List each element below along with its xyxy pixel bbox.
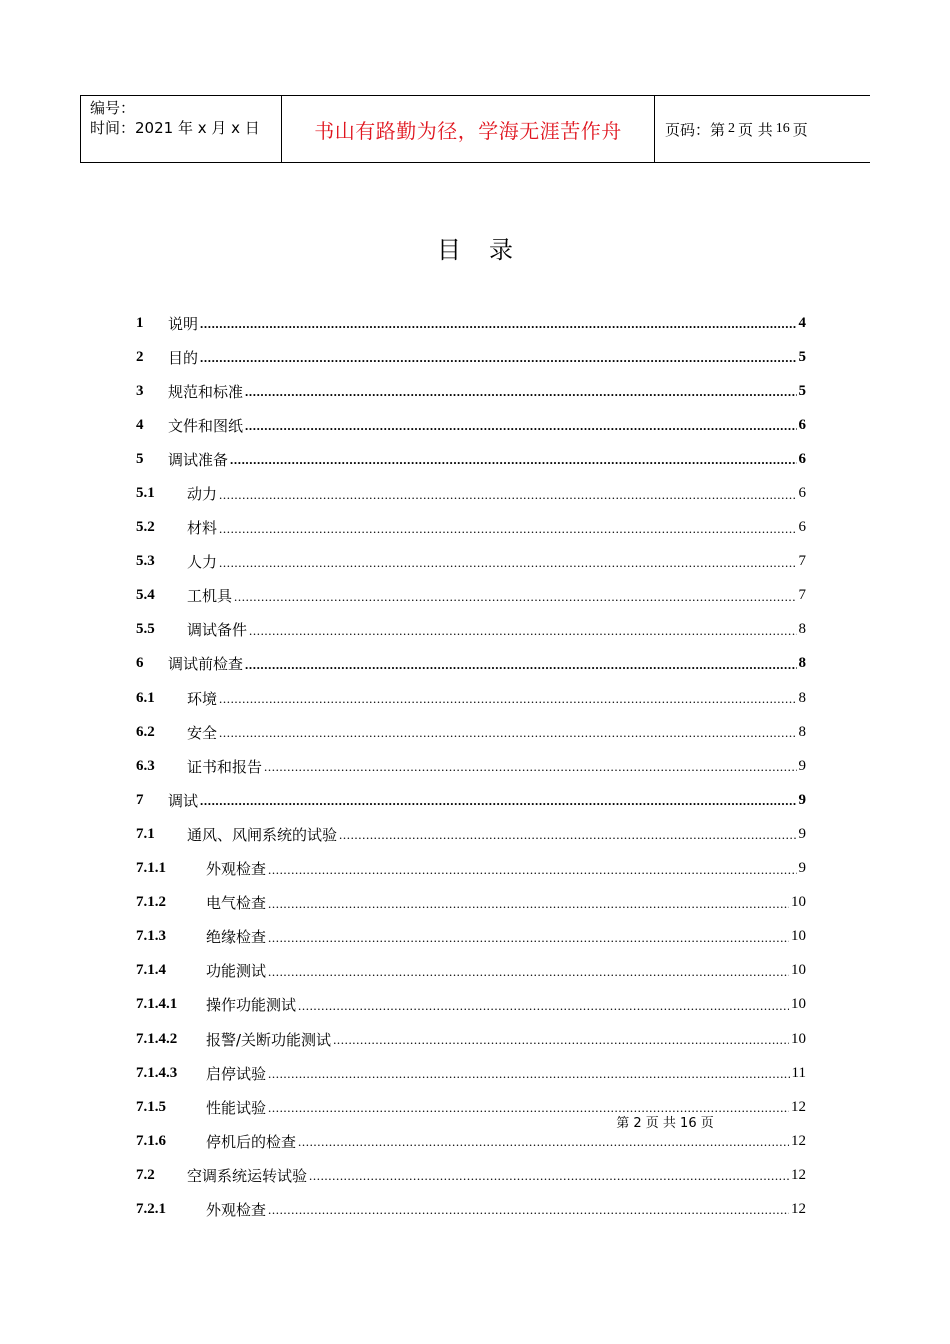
toc-entry-label: 启停试验: [206, 1064, 267, 1083]
toc-dot-leader: [298, 998, 789, 1014]
toc-dot-leader: [219, 521, 796, 537]
toc-entry-number: 7.2: [136, 1166, 155, 1183]
toc-entry-number: 7.1.5: [136, 1098, 166, 1115]
toc-entry-label: 说明: [168, 314, 199, 333]
page-current: 2: [728, 121, 736, 136]
toc-dot-leader: [268, 1202, 789, 1218]
toc-entry-number: 1: [136, 314, 144, 331]
toc-dot-leader: [234, 589, 796, 605]
toc-entry-page: 7: [798, 587, 806, 604]
toc-entry-label: 外观检查: [206, 1200, 267, 1219]
toc-entry-page: 12: [791, 1132, 806, 1149]
toc-entry-page: 9: [798, 825, 806, 842]
toc-entry-page: 10: [791, 894, 806, 911]
toc-entry[interactable]: [136, 715, 806, 749]
toc-dot-leader: [200, 793, 796, 809]
toc-entry-page: 10: [791, 928, 806, 945]
toc-entry-page: 12: [791, 1166, 806, 1183]
toc-entry[interactable]: [136, 613, 806, 647]
toc-entry-number: 5.2: [136, 519, 155, 536]
toc-entry-number: 4: [136, 416, 144, 433]
toc-entry-label: 功能测试: [206, 962, 267, 981]
toc-entry-label: 规范和标准: [168, 382, 244, 401]
toc-entry-number: 7.1: [136, 825, 155, 842]
toc-entry-label: 人力: [187, 553, 218, 572]
toc-entry[interactable]: [136, 340, 806, 374]
footer-page-number: 第 2 页 共 16 页: [616, 1116, 714, 1131]
toc-entry-number: 7: [136, 791, 144, 808]
toc-entry-label: 目的: [168, 348, 199, 367]
toc-entry-number: 6.1: [136, 689, 155, 706]
page-mid: 页 共: [738, 120, 773, 139]
toc-entry-label: 工机具: [187, 587, 233, 606]
toc-entry-page: 8: [798, 621, 806, 638]
toc-entry[interactable]: [136, 374, 806, 408]
toc-entry-number: 5: [136, 450, 144, 467]
toc-entry-page: 9: [798, 860, 806, 877]
toc-entry-label: 外观检查: [206, 860, 267, 879]
toc-entry-number: 5.4: [136, 587, 155, 604]
toc-dot-leader: [268, 896, 789, 912]
toc-entry-number: 7.1.4.3: [136, 1064, 178, 1081]
toc-entry-page: 4: [798, 314, 806, 331]
toc-entry-label: 证书和报告: [187, 757, 263, 776]
toc-entry-number: 3: [136, 382, 144, 399]
header-motto-cell: [282, 96, 655, 162]
toc-entry[interactable]: [136, 442, 806, 476]
document-time-label: 时间：2021 年 x 月 x 日: [90, 119, 260, 137]
toc-entry-label: 文件和图纸: [168, 416, 244, 435]
toc-entry[interactable]: [136, 749, 806, 783]
toc-dot-leader: [230, 452, 796, 468]
toc-dot-leader: [298, 1134, 789, 1150]
toc-entry-number: 5.3: [136, 553, 155, 570]
toc-entry-page: 12: [791, 1200, 806, 1217]
toc-dot-leader: [309, 1168, 789, 1184]
toc-entry-label: 绝缘检查: [206, 928, 267, 947]
toc-entry-label: 电气检查: [206, 894, 267, 913]
toc-dot-leader: [200, 350, 796, 366]
toc-entry-label: 动力: [187, 485, 218, 504]
toc-entry[interactable]: [136, 647, 806, 681]
toc-entry[interactable]: [136, 852, 806, 886]
toc-entry-label: 环境: [187, 689, 218, 708]
toc-entry-number: 5.5: [136, 621, 155, 638]
toc-entry-page: 8: [798, 689, 806, 706]
toc-entry-page: 7: [798, 553, 806, 570]
toc-entry[interactable]: [136, 1192, 806, 1226]
page-total: 16: [775, 121, 790, 136]
toc-entry[interactable]: [136, 886, 806, 920]
toc-entry-label: 操作功能测试: [206, 996, 297, 1015]
toc-entry-label: 安全: [187, 723, 218, 742]
toc-entry-page: 6: [798, 485, 806, 502]
toc-entry[interactable]: [136, 817, 806, 851]
toc-dot-leader: [339, 827, 796, 843]
header-table: [80, 95, 870, 163]
toc-entry-page: 5: [798, 348, 806, 365]
page-prefix: 页码：第: [665, 120, 726, 139]
toc-dot-leader: [200, 316, 796, 332]
toc-entry-page: 12: [791, 1098, 806, 1115]
toc-entry-page: 10: [791, 962, 806, 979]
document-number-label: 编号：: [90, 99, 136, 117]
toc-entry[interactable]: [136, 579, 806, 613]
toc-entry[interactable]: [136, 306, 806, 340]
toc-dot-leader: [219, 555, 796, 571]
toc-entry[interactable]: [136, 988, 806, 1022]
toc-dot-leader: [268, 930, 789, 946]
toc-entry[interactable]: [136, 408, 806, 442]
header-meta-cell: [81, 96, 282, 162]
header-page-cell: [655, 96, 870, 162]
toc-entry-number: 6: [136, 655, 144, 672]
toc-entry[interactable]: [136, 920, 806, 954]
toc-entry-number: 7.1.1: [136, 860, 166, 877]
toc-dot-leader: [249, 623, 796, 639]
toc-entry-number: 7.1.3: [136, 928, 166, 945]
toc-entry-page: 10: [791, 996, 806, 1013]
toc-entry-page: 6: [798, 519, 806, 536]
toc-entry-number: 7.1.4.1: [136, 996, 178, 1013]
toc-entry-number: 6.2: [136, 723, 155, 740]
toc-entry-page: 5: [798, 382, 806, 399]
table-of-contents: [136, 306, 806, 1227]
toc-entry[interactable]: [136, 1056, 806, 1090]
toc-entry[interactable]: [136, 783, 806, 817]
toc-entry-page: 6: [798, 450, 806, 467]
toc-dot-leader: [268, 964, 789, 980]
toc-dot-leader: [333, 1032, 789, 1048]
toc-entry[interactable]: [136, 1022, 806, 1056]
toc-entry[interactable]: [136, 476, 806, 510]
toc-entry-label: 调试备件: [187, 621, 248, 640]
toc-entry-label: 调试准备: [168, 450, 229, 469]
toc-dot-leader: [245, 657, 796, 673]
toc-entry-page: 6: [798, 416, 806, 433]
toc-entry-page: 11: [791, 1064, 806, 1081]
toc-dot-leader: [268, 1066, 790, 1082]
toc-dot-leader: [268, 862, 796, 878]
toc-entry-number: 2: [136, 348, 144, 365]
toc-entry-label: 性能试验: [206, 1098, 267, 1117]
toc-entry-page: 9: [798, 757, 806, 774]
toc-entry-number: 7.1.2: [136, 894, 166, 911]
toc-entry-page: 8: [798, 655, 806, 672]
toc-entry-label: 材料: [187, 519, 218, 538]
toc-entry-label: 通风、风闸系统的试验: [187, 825, 338, 844]
toc-entry-page: 9: [798, 791, 806, 808]
page-suffix: 页: [792, 120, 808, 139]
toc-entry-label: 停机后的检查: [206, 1132, 297, 1151]
toc-entry-number: 7.1.4.2: [136, 1030, 178, 1047]
toc-entry-page: 10: [791, 1030, 806, 1047]
toc-entry-label: 调试: [168, 791, 199, 810]
toc-dot-leader: [245, 418, 796, 434]
toc-entry-number: 5.1: [136, 485, 155, 502]
toc-entry[interactable]: [136, 545, 806, 579]
toc-entry-label: 空调系统运转试验: [187, 1166, 308, 1185]
toc-dot-leader: [264, 759, 796, 775]
toc-entry-page: 8: [798, 723, 806, 740]
toc-dot-leader: [219, 487, 796, 503]
toc-entry-number: 6.3: [136, 757, 155, 774]
toc-entry[interactable]: [136, 1158, 806, 1192]
toc-entry-label: 调试前检查: [168, 655, 244, 674]
toc-dot-leader: [219, 725, 796, 741]
toc-entry-number: 7.1.6: [136, 1132, 166, 1149]
toc-dot-leader: [219, 691, 796, 707]
toc-entry[interactable]: [136, 681, 806, 715]
toc-entry-number: 7.1.4: [136, 962, 166, 979]
toc-entry[interactable]: [136, 954, 806, 988]
toc-entry[interactable]: [136, 511, 806, 545]
toc-entry-label: 报警/关断功能测试: [206, 1030, 332, 1049]
page-title: 目录: [437, 236, 541, 264]
header-motto: 书山有路勤为径，学海无涯苦作舟: [314, 118, 622, 143]
toc-entry-number: 7.2.1: [136, 1200, 166, 1217]
toc-dot-leader: [245, 384, 796, 400]
